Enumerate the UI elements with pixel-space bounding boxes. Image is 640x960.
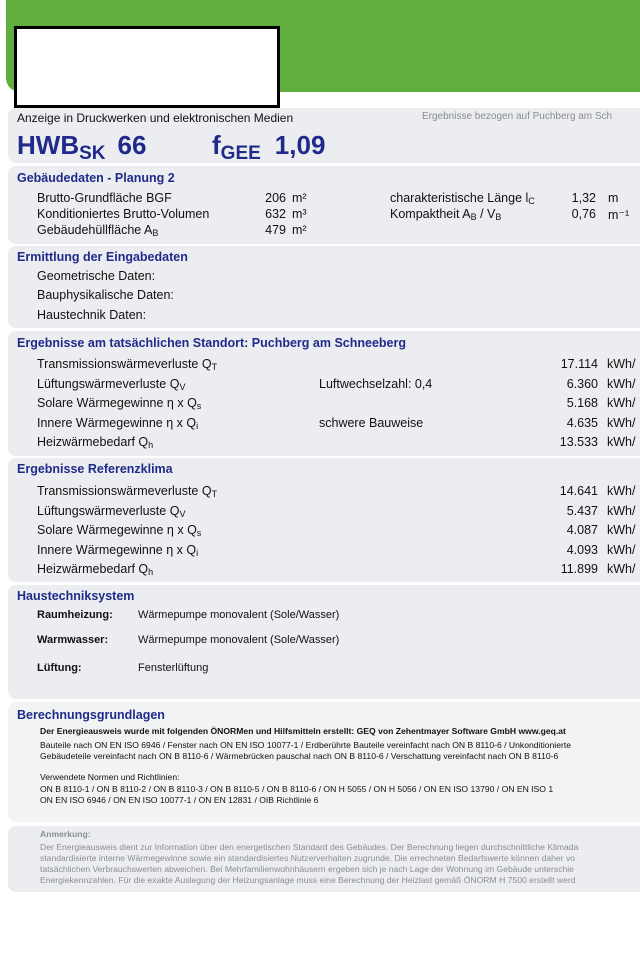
reference-row-unit: kWh/ xyxy=(607,484,636,498)
reference-row-value: 4.087 xyxy=(566,523,598,537)
site-row-note: schwere Bauweise xyxy=(319,415,424,430)
logo-placeholder-box xyxy=(14,26,280,108)
system-water-label: Warmwasser: xyxy=(37,634,109,646)
hwb-indicator: HWBSK 66 xyxy=(17,130,147,164)
basis-line-2: Gebäudeteile vereinfacht nach ON B 8110-6 / Wärmebrücken pauschal nach ON B 8110-6 / Verschattung vereinfacht nach ON B 8110-6 xyxy=(40,751,559,761)
reference-row-unit: kWh/ xyxy=(607,503,636,518)
system-ventilation-value: Fensterlüftung xyxy=(138,662,209,674)
reference-row-value: 5.437 xyxy=(566,503,598,518)
basis-norms-2: ON EN ISO 6946 / ON EN ISO 10077-1 / ON EN 12831 / OIB Richtlinie 6 xyxy=(40,795,319,805)
building-row-label: Konditioniertes Brutto-Volumen xyxy=(37,207,210,221)
site-row-label: Innere Wärmegewinne η x Qi xyxy=(37,415,199,431)
building-row-unit: m³ xyxy=(292,207,307,221)
site-row-label: Solare Wärmegewinne η x Qs xyxy=(37,396,202,411)
note-line-3: tatsächlichen Verbrauchswerten abweichen. Bei Mehrfamilienwohnhäusern ergeben sich je nach Lage der Wohnung im Gebäude unterschie xyxy=(40,864,574,874)
reference-row-value: 14.641 xyxy=(559,484,598,498)
reference-title: Ergebnisse Referenzklima xyxy=(17,462,173,476)
site-row-unit: kWh/ xyxy=(607,396,636,410)
building-right-value: 1,32 xyxy=(571,191,596,205)
reference-row-value: 4.093 xyxy=(566,542,598,557)
input-title: Ermittlung der Eingabedaten xyxy=(17,250,188,264)
note-line-2: standardisierte interne Wärmegewinne sowie ein standardisiertes Nutzerverhalten zugrunde. Die errechneten Bedarfswerte können daher vo xyxy=(40,853,576,863)
reference-row-label: Solare Wärmegewinne η x Qs xyxy=(37,523,202,538)
building-right-label: Kompaktheit AB / VB xyxy=(390,207,502,222)
site-row-value: 5.168 xyxy=(566,396,598,410)
building-title: Gebäudedaten - Planung 2 xyxy=(17,171,175,185)
reference-row-unit: kWh/ xyxy=(607,542,636,557)
site-row-label: Lüftungswärmeverluste QV xyxy=(37,376,186,392)
system-heating-value: Wärmepumpe monovalent (Sole/Wasser) xyxy=(138,609,340,621)
building-row-value: 206 xyxy=(265,191,286,205)
site-row-unit: kWh/ xyxy=(607,415,636,430)
reference-row-label: Innere Wärmegewinne η x Qi xyxy=(37,542,199,558)
display-label: Anzeige in Druckwerken und elektronischen Medien xyxy=(17,111,294,125)
note-line-4: Energiekennzahlen. Für die exakte Auslegung der Heizungsanlage muss eine Berechnung der Heizlast gemäß ÖNORM H 7500 erstellt werd xyxy=(40,875,576,885)
building-row-unit: m² xyxy=(292,191,307,205)
building-right-unit: m xyxy=(608,191,619,205)
site-row-value: 13.533 xyxy=(559,435,598,449)
site-row-unit: kWh/ xyxy=(607,357,636,371)
site-row-label: Heizwärmebedarf Qh xyxy=(37,435,154,450)
reference-row-label: Transmissionswärmeverluste QT xyxy=(37,484,218,499)
site-row-value: 6.360 xyxy=(566,376,598,391)
site-row-value: 17.114 xyxy=(560,357,598,371)
building-row-label: Gebäudehüllfläche AB xyxy=(37,223,159,238)
system-heating-label: Raumheizung: xyxy=(37,609,113,621)
basis-norms-label: Verwendete Normen und Richtlinien: xyxy=(40,772,180,782)
basis-title: Berechnungsgrundlagen xyxy=(17,708,165,722)
input-geometry: Geometrische Daten: xyxy=(37,269,156,283)
building-right-value: 0,76 xyxy=(571,207,596,221)
site-row-label: Transmissionswärmeverluste QT xyxy=(37,357,218,372)
site-row-unit: kWh/ xyxy=(607,376,636,391)
note-line-1: Der Energieausweis dient zur Information über den energetischen Standard des Gebäudes. Der Berechnung liegen durchschnittliche Klimada xyxy=(40,842,579,852)
building-row-label: Brutto-Grundfläche BGF xyxy=(37,191,172,205)
system-ventilation-label: Lüftung: xyxy=(37,662,82,674)
input-physics: Bauphysikalische Daten: xyxy=(37,288,174,302)
building-row-value: 632 xyxy=(265,207,286,221)
basis-line-1: Bauteile nach ON EN ISO 6946 / Fenster nach ON EN ISO 10077-1 / Erdberührte Bauteile vereinfacht nach ON B 8110-6 / Unkonditionierte xyxy=(40,740,572,750)
reference-row-unit: kWh/ xyxy=(607,562,636,576)
note-label: Anmerkung: xyxy=(40,829,91,839)
building-right-label: charakteristische Länge lC xyxy=(390,191,535,206)
site-row-unit: kWh/ xyxy=(607,435,636,449)
input-hvac: Haustechnik Daten: xyxy=(37,308,147,322)
reference-row-label: Heizwärmebedarf Qh xyxy=(37,562,154,577)
building-row-unit: m² xyxy=(292,223,307,237)
location-note: Ergebnisse bezogen auf Puchberg am Sch xyxy=(422,111,613,122)
basis-norms-1: ON B 8110-1 / ON B 8110-2 / ON B 8110-3 / ON B 8110-5 / ON B 8110-6 / ON H 5055 / ON H 5056 / ON EN ISO 13790 / ON EN ISO 1 xyxy=(40,784,554,794)
reference-row-value: 11.899 xyxy=(560,562,598,576)
reference-row-unit: kWh/ xyxy=(607,523,636,537)
fgee-indicator: fGEE 1,09 xyxy=(212,130,326,164)
site-row-value: 4.635 xyxy=(566,415,598,430)
reference-row-label: Lüftungswärmeverluste QV xyxy=(37,503,186,519)
site-row-note: Luftwechselzahl: 0,4 xyxy=(319,376,433,391)
building-row-value: 479 xyxy=(265,223,286,237)
building-right-unit: m⁻¹ xyxy=(608,208,630,222)
system-water-value: Wärmepumpe monovalent (Sole/Wasser) xyxy=(138,634,340,646)
systems-title: Haustechniksystem xyxy=(17,589,135,603)
site-title: Ergebnisse am tatsächlichen Standort: Puchberg am Schneeberg xyxy=(17,336,406,350)
basis-tool-line: Der Energieausweis wurde mit folgenden ÖNORMen und Hilfsmitteln erstellt: GEQ von Zehentmayer Software GmbH www.geq.at xyxy=(40,726,566,736)
